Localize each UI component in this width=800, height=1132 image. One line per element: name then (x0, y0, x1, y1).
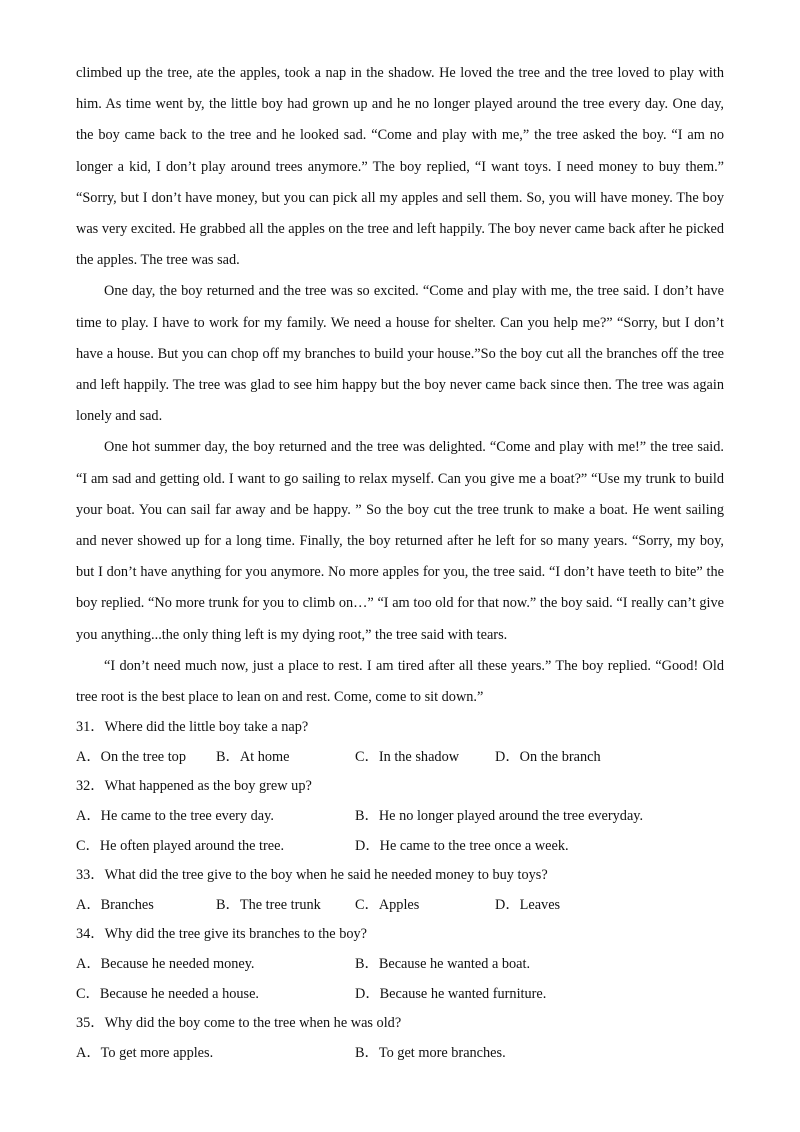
answer-option[interactable]: D．On the branch (495, 748, 601, 765)
answer-option[interactable]: C．In the shadow (355, 748, 460, 765)
answer-option[interactable]: D．He came to the tree once a week. (355, 837, 569, 854)
answer-option[interactable]: C．Apples (355, 896, 420, 913)
option-row (76, 980, 724, 1010)
answer-option[interactable]: B．The tree trunk (216, 896, 321, 913)
question-stem: 31．Where did the little boy take a nap? (76, 719, 309, 736)
passage-paragraph: “I don’t need much now, just a place to rest. I am tired after all these years.” The boy replied. “Good! Old tree root is the best place to lean on and rest. Come, come to sit down.” (76, 657, 724, 706)
question-item (76, 861, 724, 920)
question-item (76, 772, 724, 861)
answer-option[interactable]: B．At home (216, 748, 290, 765)
option-row (76, 743, 724, 773)
option-row (76, 832, 724, 862)
question-item (76, 713, 724, 772)
answer-option[interactable]: C．He often played around the tree. (76, 837, 285, 854)
question-list (76, 713, 724, 1068)
option-row (76, 1039, 724, 1069)
answer-option[interactable]: D．Leaves (495, 896, 561, 913)
passage-paragraph: One hot summer day, the boy returned and the tree was delighted. “Come and play with me!” the tree said. “I am sad and getting old. I want to go sailing to relax myself. Can you give me a boat?” “Use my trunk to build your boat. You can sail far away and be happy. ” So the boy cut the tree trunk to make a boat. He went sailing and never showed up for a long time. Finally, the boy returned after he left for so many years. “Sorry, my boy, but I don’t have anything for you anymore. No more apples for you, the tree said. “I don’t have teeth to bite” the boy replied. “No more trunk for you to climb on…” “I am too old for that now.” the boy said. “I really can’t give you anything...the only thing left is my dying root,” the tree said with tears. (76, 439, 724, 643)
option-row (76, 891, 724, 921)
answer-option[interactable]: B．He no longer played around the tree everyday. (355, 808, 644, 825)
answer-option[interactable]: D．Because he wanted furniture. (355, 985, 547, 1002)
question-stem: 32．What happened as the boy grew up? (76, 778, 312, 795)
answer-option[interactable]: C．Because he needed a house. (76, 985, 260, 1002)
question-stem: 35．Why did the boy come to the tree when he was old? (76, 1015, 402, 1032)
document-page (76, 58, 724, 1068)
passage-paragraph: climbed up the tree, ate the apples, took a nap in the shadow. He loved the tree and the tree loved to play with him. As time went by, the little boy had grown up and he no longer played around the tree every day. One day, the boy came back to the tree and he looked sad. “Come and play with me,” the tree asked the boy. “I am no longer a kid, I don’t play around trees anymore.” The boy replied, “I want toys. I need money to buy them.” “Sorry, but I don’t have money, but you can pick all my apples and sell them. So, you will have money. The boy was very excited. He grabbed all the apples on the tree and left happily. The boy never came back after he picked the apples. The tree was sad. (76, 65, 724, 269)
answer-option[interactable]: A．He came to the tree every day. (76, 808, 274, 825)
passage-paragraph: One day, the boy returned and the tree was so excited. “Come and play with me, the tree said. I don’t have time to play. I have to work for my family. We need a house for shelter. Can you help me?” “Sorry, but I don’t have a house. But you can chop off my branches to build your house.”So the boy cut all the branches off the tree and left happily. The tree was glad to see him happy but the boy never came back since then. The tree was again lonely and sad. (76, 283, 724, 425)
answer-option[interactable]: A．On the tree top (76, 748, 186, 765)
answer-option[interactable]: A．To get more apples. (76, 1044, 214, 1061)
answer-option[interactable]: B．Because he wanted a boat. (355, 956, 531, 973)
answer-option[interactable]: A．Because he needed money. (76, 956, 255, 973)
question-stem: 33．What did the tree give to the boy when he said he needed money to buy toys? (76, 867, 548, 884)
question-item (76, 1009, 724, 1068)
option-row (76, 950, 724, 980)
question-stem: 34．Why did the tree give its branches to the boy? (76, 926, 368, 943)
reading-passage (76, 58, 724, 713)
question-item (76, 920, 724, 1009)
answer-option[interactable]: A．Branches (76, 896, 154, 913)
answer-option[interactable]: B．To get more branches. (355, 1044, 506, 1061)
option-row (76, 802, 724, 832)
